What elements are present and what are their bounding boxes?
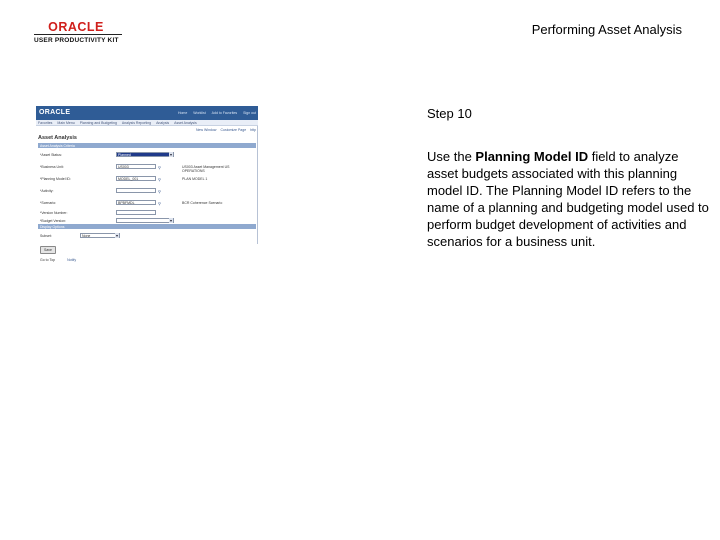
step-description	[427, 148, 712, 250]
field-label: *Business Unit:	[40, 165, 64, 169]
field-label: *Version Number:	[40, 211, 68, 215]
section-header	[38, 143, 256, 148]
breadcrumb	[36, 120, 258, 126]
step-desc-field-name: Planning Model ID	[475, 149, 589, 164]
breadcrumb-item[interactable]: Favorites	[38, 120, 53, 125]
notify-link[interactable]: Notify	[67, 258, 77, 262]
business-unit-input[interactable]: US003	[116, 164, 156, 169]
lookup-icon[interactable]: ⚲	[158, 200, 161, 206]
field-label: Subset:	[40, 234, 52, 238]
breadcrumb-item[interactable]: Planning and Budgeting	[79, 120, 117, 125]
breadcrumb-item[interactable]: Analysis	[156, 120, 170, 125]
top-link-favorites[interactable]: Add to Favorites	[211, 111, 238, 115]
row-planning-model	[40, 176, 254, 184]
app-logo: ORACLE	[39, 109, 71, 116]
field-label: *Asset Status:	[40, 153, 62, 157]
divider	[257, 126, 258, 244]
new-window-link[interactable]: New Window	[196, 128, 217, 132]
page-title: Performing Asset Analysis	[531, 22, 682, 37]
row-business-unit	[40, 164, 254, 172]
row-activity	[40, 188, 254, 196]
top-link-worklist[interactable]: Worklist	[193, 111, 206, 115]
top-links	[178, 111, 256, 115]
lookup-icon[interactable]: ⚲	[158, 164, 161, 170]
field-label: *Activity:	[40, 189, 54, 193]
top-link-home[interactable]: Home	[177, 111, 188, 115]
field-description: BCR Coherence Scenario	[182, 200, 223, 205]
row-asset-status	[40, 152, 254, 160]
http-link[interactable]: http	[250, 128, 256, 132]
field-label: *Planning Model ID:	[40, 177, 71, 181]
go-to-top-link[interactable]: Go to Top	[40, 258, 56, 262]
asset-status-select[interactable]: Planned ▾	[116, 152, 174, 157]
logo-brand: ORACLE	[48, 20, 104, 34]
display-options-title: Display Options	[40, 224, 65, 229]
breadcrumb-item[interactable]: Asset Analysis	[174, 120, 197, 125]
save-button[interactable]: Save	[40, 246, 56, 254]
version-number-input[interactable]	[116, 210, 156, 215]
top-link-signout[interactable]: Sign out	[243, 111, 256, 115]
logo-subtitle: USER PRODUCTIVITY KIT	[34, 34, 122, 45]
budget-version-select[interactable]	[116, 218, 174, 223]
activity-input[interactable]	[116, 188, 156, 193]
app-header-bar	[36, 106, 258, 120]
step-desc-before: Use the	[427, 149, 476, 164]
row-subset	[40, 233, 254, 241]
section-title: Asset Analysis Criteria	[40, 143, 75, 148]
form-title: Asset Analysis	[38, 135, 77, 141]
subset-select[interactable]: None ▾	[80, 233, 120, 238]
row-version-number	[40, 210, 254, 218]
step-label: Step 10	[427, 106, 472, 121]
peoplesoft-screenshot	[36, 106, 258, 266]
field-description: US003 Asset Management US OPERATIONS	[182, 164, 230, 173]
scenario-input[interactable]: BPBFMDL	[116, 200, 156, 205]
row-scenario	[40, 200, 254, 208]
planning-model-id-input[interactable]: MODEL_001	[116, 176, 156, 181]
lookup-icon[interactable]: ⚲	[158, 176, 161, 182]
lookup-icon[interactable]: ⚲	[158, 188, 161, 194]
breadcrumb-item[interactable]: Main Menu	[57, 120, 75, 125]
field-label: *Scenario:	[40, 201, 57, 205]
breadcrumb-item[interactable]: Analysis Reporting	[121, 120, 152, 125]
display-options-header	[38, 224, 256, 229]
step-desc-after: field to analyze asset budgets associated with this planning model ID. The Planning Model ID refers to the name of a planning and budgeting model used to perform budget development of activities and scenarios for a business unit.	[427, 149, 709, 249]
field-description: PLAN MODEL 1	[182, 176, 208, 181]
page-footer	[40, 258, 76, 262]
customize-page-link[interactable]: Customize Page	[220, 128, 247, 132]
page-tools	[196, 128, 256, 132]
field-label: *Budget Version:	[40, 219, 67, 223]
oracle-upk-logo	[34, 21, 124, 47]
